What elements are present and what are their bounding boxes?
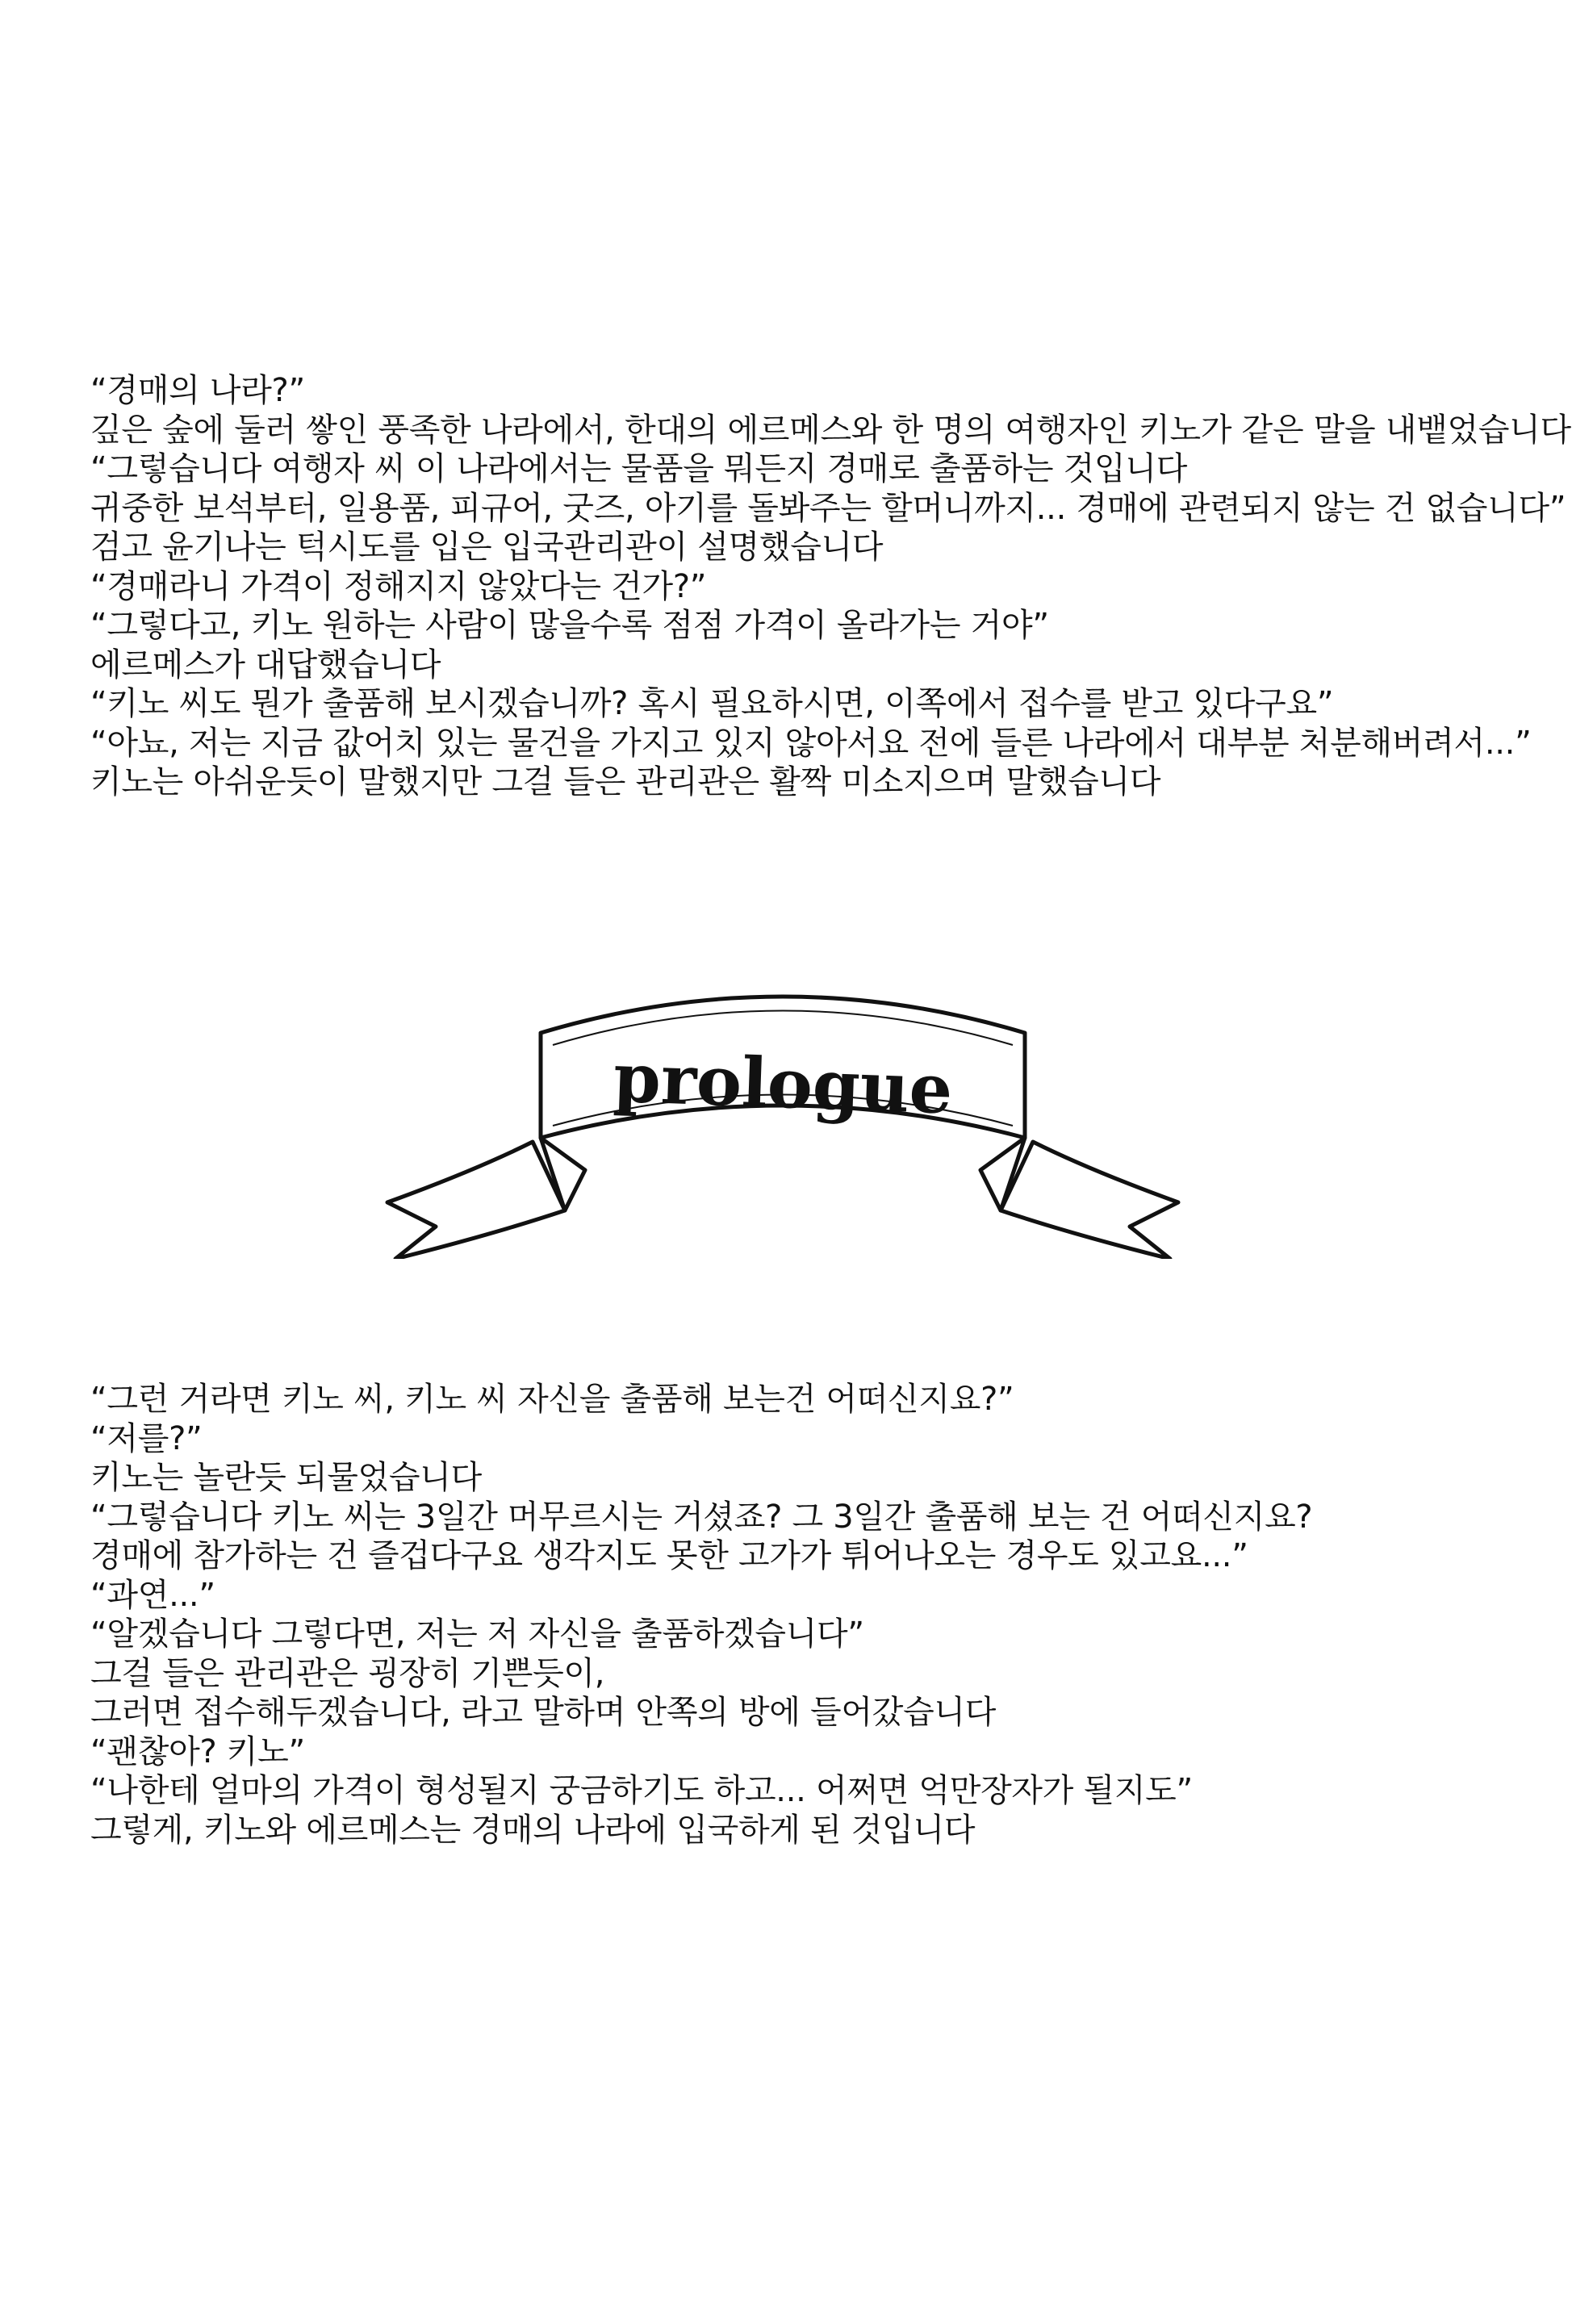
passage-line: 그러면 접수해두겠습니다, 라고 말하며 안쪽의 방에 들어갔습니다 bbox=[90, 1694, 997, 1731]
passage-line: “경매라니 가격이 정해지지 않았다는 건가?” bbox=[90, 567, 707, 605]
passage-line: 키노는 아쉬운듯이 말했지만 그걸 들은 관리관은 활짝 미소지으며 말했습니다 bbox=[90, 763, 1161, 800]
passage-line: 깊은 숲에 둘러 쌓인 풍족한 나라에서, 한대의 에르메스와 한 명의 여행자인 키노가 같은 말을 내뱉었습니다 bbox=[90, 411, 1571, 449]
ribbon-graphic bbox=[379, 968, 1186, 1259]
passage-line: “그렇다고, 키노 원하는 사람이 많을수록 점점 가격이 올라가는 거야” bbox=[90, 607, 1049, 644]
passage-line: 경매에 참가하는 건 즐겁다구요 생각지도 못한 고가가 튀어나오는 경우도 있고요...” bbox=[90, 1537, 1248, 1574]
passage-line: 귀중한 보석부터, 일용품, 피규어, 굿즈, 아기를 돌봐주는 할머니까지... 경매에 관련되지 않는 건 없습니다” bbox=[90, 489, 1566, 527]
passage-line: “아뇨, 저는 지금 값어치 있는 물건을 가지고 있지 않아서요 전에 들른 나라에서 대부분 처분해버려서...” bbox=[90, 724, 1532, 762]
passage-line: 에르메스가 대답했습니다 bbox=[90, 646, 441, 683]
prologue-ribbon-banner bbox=[379, 968, 1186, 1259]
passage-line: 그렇게, 키노와 에르메스는 경매의 나라에 입국하게 된 것입니다 bbox=[90, 1811, 976, 1849]
passage-line: “그렇습니다 여행자 씨 이 나라에서는 물품을 뭐든지 경매로 출품하는 것입니다 bbox=[90, 450, 1188, 487]
passage-line: “그런 거라면 키노 씨, 키노 씨 자신을 출품해 보는건 어떠신지요?” bbox=[90, 1381, 1014, 1418]
passage-line: “과연...” bbox=[90, 1576, 215, 1614]
passage-line: “키노 씨도 뭔가 출품해 보시겠습니까? 혹시 필요하시면, 이쪽에서 접수를 받고 있다구요” bbox=[90, 685, 1334, 722]
passage-line: “경매의 나라?” bbox=[90, 372, 305, 409]
passage-line: 그걸 들은 관리관은 굉장히 기쁜듯이, bbox=[90, 1654, 605, 1692]
ribbon-right-tail bbox=[1001, 1142, 1178, 1259]
opening-passage bbox=[90, 371, 1571, 802]
banner-title: prologue bbox=[612, 1037, 954, 1130]
passage-line: “나한테 얼마의 가격이 형성될지 궁금하기도 하고... 어쩌면 억만장자가 될지도” bbox=[90, 1772, 1193, 1809]
passage-line: 키노는 놀란듯 되물었습니다 bbox=[90, 1459, 482, 1496]
passage-line: “그렇습니다 키노 씨는 3일간 머무르시는 거셨죠? 그 3일간 출품해 보는 건 어떠신지요? bbox=[90, 1498, 1313, 1536]
passage-line: 검고 윤기나는 턱시도를 입은 입국관리관이 설명했습니다 bbox=[90, 529, 884, 566]
passage-line: “괜찮아? 키노” bbox=[90, 1733, 305, 1770]
ribbon-left-tail bbox=[387, 1142, 565, 1259]
closing-passage bbox=[90, 1380, 1543, 1850]
passage-line: “저를?” bbox=[90, 1419, 203, 1457]
passage-line: “알겠습니다 그렇다면, 저는 저 자신을 출품하겠습니다” bbox=[90, 1616, 864, 1653]
